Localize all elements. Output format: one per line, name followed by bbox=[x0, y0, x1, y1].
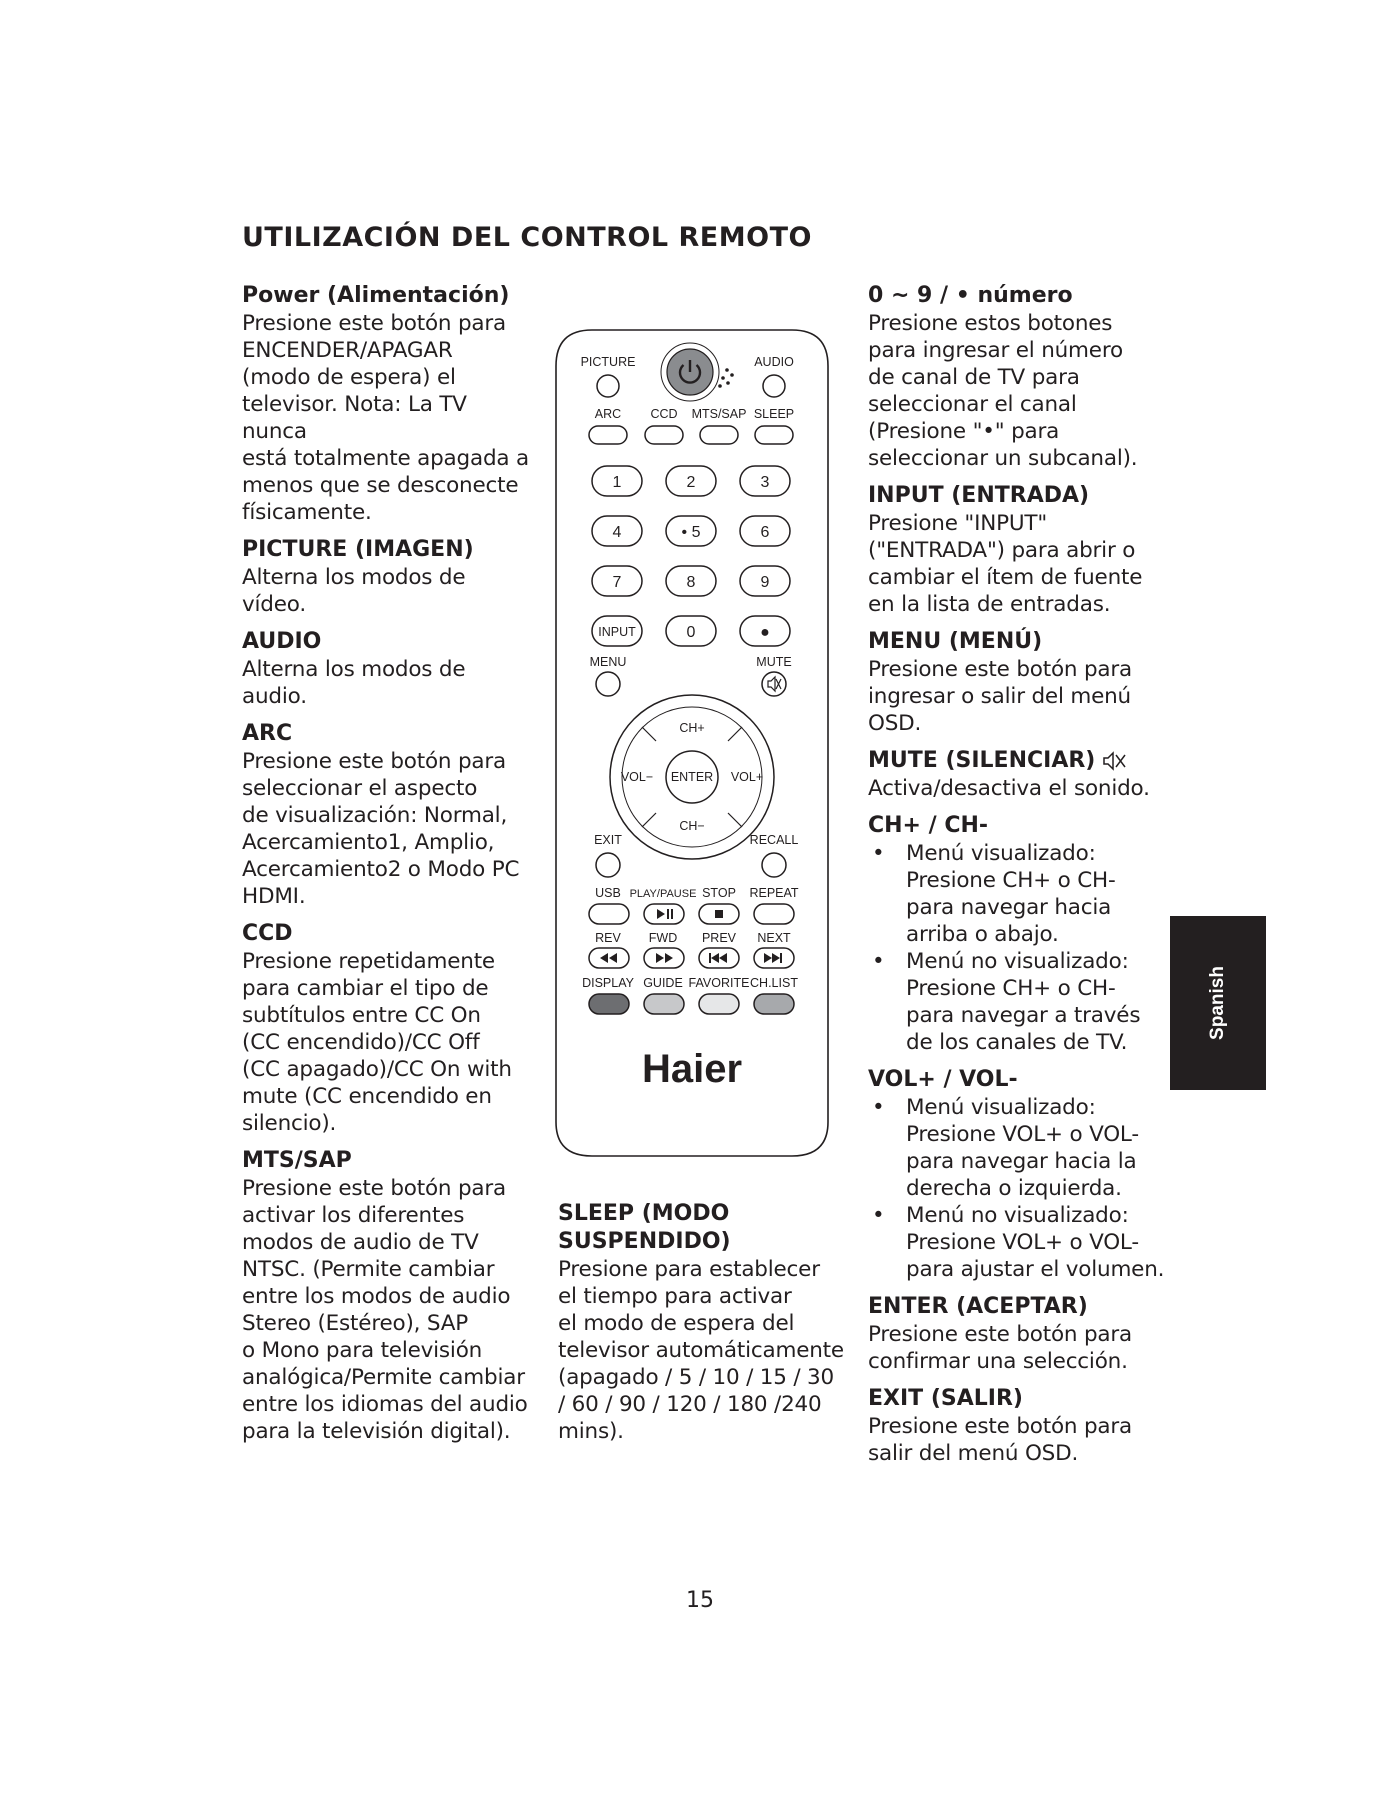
prev-label: PREV bbox=[701, 931, 737, 945]
recall-button[interactable] bbox=[762, 853, 786, 877]
next-label: NEXT bbox=[757, 931, 791, 945]
body-line: televisor. Nota: La TV nunca bbox=[242, 392, 467, 444]
repeat-label: REPEAT bbox=[749, 886, 799, 900]
body-line: el tiempo para activar bbox=[558, 1284, 792, 1309]
dot-label: ● bbox=[760, 624, 770, 641]
body-line: Presione repetidamente bbox=[242, 949, 495, 974]
bullet: • bbox=[872, 841, 885, 866]
body-line: derecha o izquierda. bbox=[906, 1176, 1122, 1201]
mute-button[interactable] bbox=[762, 672, 786, 696]
dpad-divider bbox=[728, 727, 742, 741]
speaker-mute-icon bbox=[768, 677, 781, 691]
page-title: UTILIZACIÓN DEL CONTROL REMOTO bbox=[242, 222, 812, 253]
list-item bbox=[868, 948, 1178, 1056]
body-line: seleccionar el canal bbox=[868, 392, 1077, 417]
body-line: de canal de TV para bbox=[868, 365, 1080, 390]
body-line: Acercamiento2 o Modo PC bbox=[242, 857, 520, 882]
audio-button[interactable] bbox=[763, 375, 785, 397]
play-pause-icon bbox=[657, 909, 673, 919]
ch-section bbox=[868, 812, 1178, 1056]
guide-button[interactable] bbox=[644, 994, 684, 1014]
body-line: Presione este botón para bbox=[868, 657, 1133, 682]
body-line: Presione este botón para bbox=[868, 1414, 1133, 1439]
exit-section bbox=[868, 1385, 1178, 1467]
body-line: Presione VOL+ o VOL- bbox=[906, 1230, 1139, 1255]
bullet: • bbox=[872, 949, 885, 974]
usb-label: USB bbox=[595, 886, 621, 900]
digit-1-label: 1 bbox=[612, 474, 622, 491]
mute-label: MUTE bbox=[756, 655, 792, 669]
body-line: Presione este botón para bbox=[242, 311, 507, 336]
body-line: Presione CH+ o CH- bbox=[906, 868, 1116, 893]
digit-5-label: • 5 bbox=[681, 524, 701, 541]
display-label: DISPLAY bbox=[582, 976, 634, 990]
vol-down-label: VOL− bbox=[620, 770, 654, 784]
section-heading: SUSPENDIDO) bbox=[558, 1229, 731, 1254]
body-line: Presione VOL+ o VOL- bbox=[906, 1122, 1139, 1147]
skip-forward-icon bbox=[764, 953, 782, 963]
body-line: para la televisión digital). bbox=[242, 1419, 511, 1444]
ccd-section bbox=[242, 920, 532, 1137]
body-line: activar los diferentes bbox=[242, 1203, 465, 1228]
section-heading: MTS/SAP bbox=[242, 1148, 352, 1173]
body-line: de los canales de TV. bbox=[906, 1030, 1128, 1055]
body-line: Menú visualizado: bbox=[906, 1095, 1096, 1120]
mute-section bbox=[868, 747, 1178, 802]
body-line: ENCENDER/APAGAR bbox=[242, 338, 453, 363]
body-line: ingresar o salir del menú bbox=[868, 684, 1131, 709]
body-line: Presione este botón para bbox=[242, 749, 507, 774]
body-line: Menú no visualizado: bbox=[906, 1203, 1129, 1228]
body-line: de visualización: Normal, bbox=[242, 803, 508, 828]
body-line: Presione este botón para bbox=[242, 1176, 507, 1201]
body-line: confirmar una selección. bbox=[868, 1349, 1128, 1374]
body-line: Stereo (Estéreo), SAP bbox=[242, 1311, 469, 1336]
arc-label: ARC bbox=[594, 407, 622, 421]
usb-button[interactable] bbox=[589, 904, 629, 924]
menu-button[interactable] bbox=[596, 672, 620, 696]
section-heading: INPUT (ENTRADA) bbox=[868, 483, 1090, 508]
body-line: Acercamiento1, Amplio, bbox=[242, 830, 495, 855]
vol-section bbox=[868, 1066, 1178, 1283]
mts-sap-button[interactable] bbox=[700, 426, 738, 444]
body-line: en la lista de entradas. bbox=[868, 592, 1111, 617]
recall-label: RECALL bbox=[749, 833, 799, 847]
arc-section bbox=[242, 720, 532, 910]
body-line: audio. bbox=[242, 684, 307, 709]
body-line: (CC encendido)/CC Off bbox=[242, 1030, 480, 1055]
body-line: modos de audio de TV bbox=[242, 1230, 479, 1255]
speaker-mute-icon bbox=[1101, 750, 1127, 772]
rev-label: REV bbox=[595, 931, 621, 945]
fwd-label: FWD bbox=[648, 931, 678, 945]
exit-label: EXIT bbox=[594, 833, 622, 847]
body-line: está totalmente apagada a bbox=[242, 446, 529, 471]
input-label: INPUT bbox=[598, 625, 636, 639]
digit-2-label: 2 bbox=[686, 474, 696, 491]
body-line: para navegar a través bbox=[906, 1003, 1141, 1028]
digit-7-label: 7 bbox=[612, 574, 622, 591]
body-line: (modo de espera) el bbox=[242, 365, 456, 390]
digit-8-label: 8 bbox=[686, 574, 696, 591]
digit-4-label: 4 bbox=[612, 524, 622, 541]
skip-back-icon bbox=[709, 953, 727, 963]
body-line: televisor automáticamente bbox=[558, 1338, 844, 1363]
body-line: silencio). bbox=[242, 1111, 337, 1136]
body-line: OSD. bbox=[868, 711, 922, 736]
section-heading: MUTE (SILENCIAR) bbox=[868, 748, 1096, 773]
enter-section bbox=[868, 1293, 1178, 1375]
body-line: el modo de espera del bbox=[558, 1311, 795, 1336]
ccd-button[interactable] bbox=[645, 426, 683, 444]
language-tab bbox=[1170, 916, 1266, 1090]
section-heading: CH+ / CH- bbox=[868, 813, 989, 838]
play-pause-label: PLAY/PAUSE bbox=[629, 888, 697, 900]
vol-up-label: VOL+ bbox=[730, 770, 764, 784]
language-tab-label: Spanish bbox=[1207, 966, 1228, 1040]
body-line: subtítulos entre CC On bbox=[242, 1003, 481, 1028]
section-heading: MENU (MENÚ) bbox=[868, 629, 1043, 654]
section-heading: 0 ~ 9 / • número bbox=[868, 283, 1073, 308]
bullet-list bbox=[868, 840, 1178, 1056]
body-line: Menú visualizado: bbox=[906, 841, 1096, 866]
sleep-button[interactable] bbox=[755, 426, 793, 444]
numbers-section bbox=[868, 282, 1178, 472]
bullet: • bbox=[872, 1203, 885, 1228]
list-item bbox=[868, 1094, 1178, 1202]
menu-section bbox=[868, 628, 1178, 737]
body-line: mins). bbox=[558, 1419, 624, 1444]
picture-section bbox=[242, 536, 532, 618]
exit-button[interactable] bbox=[596, 853, 620, 877]
body-line: Presione "INPUT" bbox=[868, 511, 1048, 536]
body-line: / 60 / 90 / 120 / 180 /240 bbox=[558, 1392, 822, 1417]
fast-forward-icon bbox=[656, 953, 673, 963]
section-heading: Power (Alimentación) bbox=[242, 283, 510, 308]
digit-6-label: 6 bbox=[760, 524, 770, 541]
body-line: Presione para establecer bbox=[558, 1257, 820, 1282]
body-line: arriba o abajo. bbox=[906, 922, 1059, 947]
body-line: para ajustar el volumen. bbox=[906, 1257, 1165, 1282]
body-line: seleccionar un subcanal). bbox=[868, 446, 1138, 471]
body-line: NTSC. (Permite cambiar bbox=[242, 1257, 495, 1282]
digit-0-label: 0 bbox=[686, 624, 696, 641]
list-item bbox=[868, 1202, 1178, 1283]
picture-label: PICTURE bbox=[580, 355, 636, 369]
body-line: Menú no visualizado: bbox=[906, 949, 1129, 974]
remote-control-illustration bbox=[552, 322, 832, 1162]
dpad-divider bbox=[728, 813, 742, 827]
body-line: físicamente. bbox=[242, 500, 372, 525]
dpad-divider bbox=[642, 813, 656, 827]
body-line: para navegar hacia la bbox=[906, 1149, 1137, 1174]
power-section bbox=[242, 282, 532, 526]
stop-label: STOP bbox=[702, 886, 736, 900]
body-line: Alterna los modos de bbox=[242, 565, 466, 590]
body-line: HDMI. bbox=[242, 884, 306, 909]
page-number: 15 bbox=[686, 1588, 714, 1613]
body-line: para navegar hacia bbox=[906, 895, 1112, 920]
ch-list-label: CH.LIST bbox=[750, 976, 798, 990]
body-line: o Mono para televisión bbox=[242, 1338, 483, 1363]
body-line: entre los modos de audio bbox=[242, 1284, 511, 1309]
body-line: (Presione "•" para bbox=[868, 419, 1060, 444]
body-line: analógica/Permite cambiar bbox=[242, 1365, 525, 1390]
body-line: cambiar el ítem de fuente bbox=[868, 565, 1143, 590]
brand-logo: Haier bbox=[641, 1047, 743, 1091]
list-item bbox=[868, 840, 1178, 948]
body-line: salir del menú OSD. bbox=[868, 1441, 1079, 1466]
section-heading-row bbox=[868, 747, 1178, 775]
repeat-button[interactable] bbox=[754, 904, 794, 924]
stop-icon bbox=[715, 910, 723, 918]
right-column bbox=[868, 282, 1178, 1477]
section-heading: ENTER (ACEPTAR) bbox=[868, 1294, 1088, 1319]
section-heading: AUDIO bbox=[242, 629, 322, 654]
menu-label: MENU bbox=[589, 655, 627, 669]
picture-button[interactable] bbox=[597, 375, 619, 397]
ch-down-label: CH− bbox=[679, 819, 705, 833]
audio-label: AUDIO bbox=[754, 355, 794, 369]
body-line: Alterna los modos de bbox=[242, 657, 466, 682]
body-line: Presione estos botones bbox=[868, 311, 1113, 336]
sleep-label: SLEEP bbox=[753, 407, 795, 421]
bullet-list bbox=[868, 1094, 1178, 1283]
section-heading: CCD bbox=[242, 921, 293, 946]
body-line: vídeo. bbox=[242, 592, 306, 617]
body-line: para cambiar el tipo de bbox=[242, 976, 489, 1001]
body-line: Presione este botón para bbox=[868, 1322, 1133, 1347]
digit-3-label: 3 bbox=[760, 474, 770, 491]
body-line: seleccionar el aspecto bbox=[242, 776, 478, 801]
mts-sap-label: MTS/SAP bbox=[691, 407, 747, 421]
digit-9-label: 9 bbox=[760, 574, 770, 591]
body-line: (apagado / 5 / 10 / 15 / 30 bbox=[558, 1365, 835, 1390]
section-heading: ARC bbox=[242, 721, 293, 746]
favorite-button[interactable] bbox=[699, 994, 739, 1014]
display-button[interactable] bbox=[589, 994, 629, 1014]
body-line: (CC apagado)/CC On with bbox=[242, 1057, 512, 1082]
input-section bbox=[868, 482, 1178, 618]
sleep-section bbox=[558, 1200, 848, 1445]
body-line: menos que se desconecte bbox=[242, 473, 519, 498]
remote-body bbox=[556, 330, 828, 1156]
section-heading: SLEEP (MODO bbox=[558, 1201, 730, 1226]
body-line: ("ENTRADA") para abrir o bbox=[868, 538, 1136, 563]
favorite-label: FAVORITE bbox=[688, 976, 750, 990]
section-heading: EXIT (SALIR) bbox=[868, 1386, 1023, 1411]
arc-button[interactable] bbox=[589, 426, 627, 444]
body-line: entre los idiomas del audio bbox=[242, 1392, 528, 1417]
dpad-divider bbox=[642, 727, 656, 741]
body-line: mute (CC encendido en bbox=[242, 1084, 492, 1109]
guide-label: GUIDE bbox=[643, 976, 683, 990]
mts-sap-section bbox=[242, 1147, 532, 1445]
section-heading: PICTURE (IMAGEN) bbox=[242, 537, 474, 562]
left-column bbox=[242, 282, 532, 1455]
ir-dots-icon bbox=[718, 368, 734, 388]
rewind-icon bbox=[600, 953, 617, 963]
enter-label: ENTER bbox=[670, 770, 714, 784]
section-heading: VOL+ / VOL- bbox=[868, 1067, 1018, 1092]
body-line: Activa/desactiva el sonido. bbox=[868, 776, 1150, 801]
ch-up-label: CH+ bbox=[679, 721, 705, 735]
ccd-label: CCD bbox=[650, 407, 678, 421]
ch-list-button[interactable] bbox=[754, 994, 794, 1014]
audio-section bbox=[242, 628, 532, 710]
body-line: para ingresar el número bbox=[868, 338, 1123, 363]
body-line: Presione CH+ o CH- bbox=[906, 976, 1116, 1001]
bullet: • bbox=[872, 1095, 885, 1120]
